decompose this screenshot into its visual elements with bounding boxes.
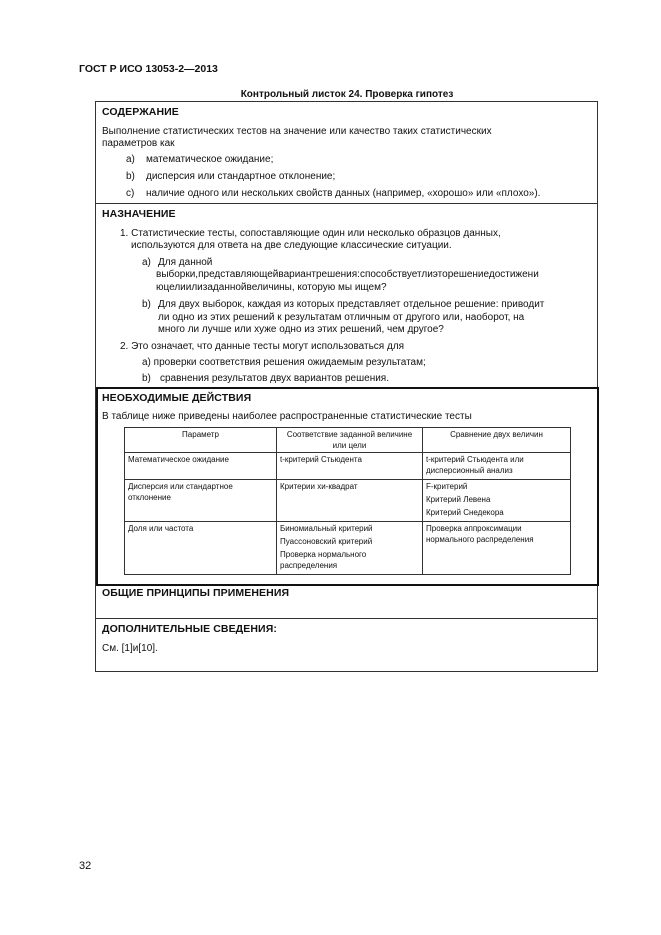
content-item-c-marker: с) bbox=[126, 188, 135, 199]
purpose-p1-line-1: 1. Статистические тесты, сопоставляющие один или несколько образцов данных, bbox=[120, 228, 501, 239]
checklist-caption: Контрольный листок 24. Проверка гипотез bbox=[240, 89, 454, 100]
content-intro-line-2: параметров как bbox=[102, 138, 175, 149]
table-header-row bbox=[125, 428, 571, 453]
content-item-a-marker: а) bbox=[126, 154, 135, 165]
purpose-b-line-1: Для двух выборок, каждая из которых представляет отдельное решение: приводит bbox=[158, 299, 545, 310]
actions-intro: В таблице ниже приведены наиболее распространенные статистические тесты bbox=[102, 411, 472, 422]
cell-parameter: Дисперсия или стандартное отклонение bbox=[125, 480, 277, 522]
cell-target: Критерии хи-квадрат bbox=[277, 480, 423, 522]
section-principles bbox=[96, 584, 597, 618]
content-intro-line-1: Выполнение статистических тестов на значение или качество таких статистических bbox=[102, 126, 492, 137]
section-additional bbox=[96, 619, 597, 671]
content-item-b-text: дисперсия или стандартное отклонение; bbox=[146, 171, 336, 182]
purpose-b-marker: b) bbox=[142, 299, 151, 310]
content-item-b-marker: b) bbox=[126, 171, 135, 182]
actions-heading: НЕОБХОДИМЫЕ ДЕЙСТВИЯ bbox=[102, 392, 252, 404]
purpose-a-marker: а) bbox=[142, 257, 151, 268]
purpose-p2-b: сравнения результатов двух вариантов решения. bbox=[160, 373, 389, 384]
cell-compare: t-критерий Стьюдента или дисперсионный анализ bbox=[423, 453, 571, 480]
section-content bbox=[96, 102, 597, 204]
purpose-p2-a: а) проверки соответствия решения ожидаемым результатам; bbox=[142, 357, 426, 368]
purpose-heading: НАЗНАЧЕНИЕ bbox=[102, 208, 176, 220]
section-purpose bbox=[96, 204, 597, 387]
page-number: 32 bbox=[79, 860, 92, 872]
table-row bbox=[125, 453, 571, 480]
purpose-p2-b-marker: b) bbox=[142, 373, 151, 384]
content-item-c-text: наличие одного или нескольких свойств данных (например, «хорошо» или «плохо»). bbox=[146, 188, 541, 199]
additional-heading: ДОПОЛНИТЕЛЬНЫЕ СВЕДЕНИЯ: bbox=[102, 623, 277, 635]
purpose-p2: 2. Это означает, что данные тесты могут использоваться для bbox=[120, 341, 405, 352]
cell-parameter: Доля или частота bbox=[125, 522, 277, 575]
col-header-target: Соответствие заданной величине или цели bbox=[277, 428, 423, 453]
statistical-tests-table bbox=[124, 427, 571, 575]
purpose-b-line-3: много ли лучше или хуже одно из этих решений, чем другое? bbox=[158, 324, 444, 335]
col-header-compare: Сравнение двух величин bbox=[423, 428, 571, 453]
table-row bbox=[125, 480, 571, 522]
col-header-parameter: Параметр bbox=[125, 428, 277, 453]
purpose-a-line-2: выборки,представляющейвариантрешения:способствуетлиэторешениедостижени bbox=[156, 269, 539, 280]
purpose-a-line-1: Для данной bbox=[158, 257, 213, 268]
principles-heading: ОБЩИЕ ПРИНЦИПЫ ПРИМЕНЕНИЯ bbox=[102, 587, 290, 599]
cell-compare: F-критерий Критерий Левена Критерий Снедекора bbox=[423, 480, 571, 522]
purpose-b-line-2: ли одно из этих решений к результатам отличным от другого или, наоборот, на bbox=[158, 312, 525, 323]
cell-target: Биномиальный критерий Пуассоновский критерий Проверка нормального распределения bbox=[277, 522, 423, 575]
table-row bbox=[125, 522, 571, 575]
purpose-p1-line-2: используются для ответа на две следующие классические ситуации. bbox=[131, 240, 452, 251]
content-heading: СОДЕРЖАНИЕ bbox=[102, 106, 179, 118]
section-actions bbox=[96, 387, 599, 586]
purpose-a-line-3: юцелиилизаданнойвеличины, которую мы ищем? bbox=[156, 282, 387, 293]
cell-compare: Проверка аппроксимации нормального распределения bbox=[423, 522, 571, 575]
checklist-frame bbox=[95, 101, 598, 672]
document-header: ГОСТ Р ИСО 13053-2—2013 bbox=[79, 63, 218, 75]
cell-target: t-критерий Стьюдента bbox=[277, 453, 423, 480]
additional-text: См. [1]и[10]. bbox=[102, 643, 158, 654]
content-item-a-text: математическое ожидание; bbox=[146, 154, 274, 165]
cell-parameter: Математическое ожидание bbox=[125, 453, 277, 480]
